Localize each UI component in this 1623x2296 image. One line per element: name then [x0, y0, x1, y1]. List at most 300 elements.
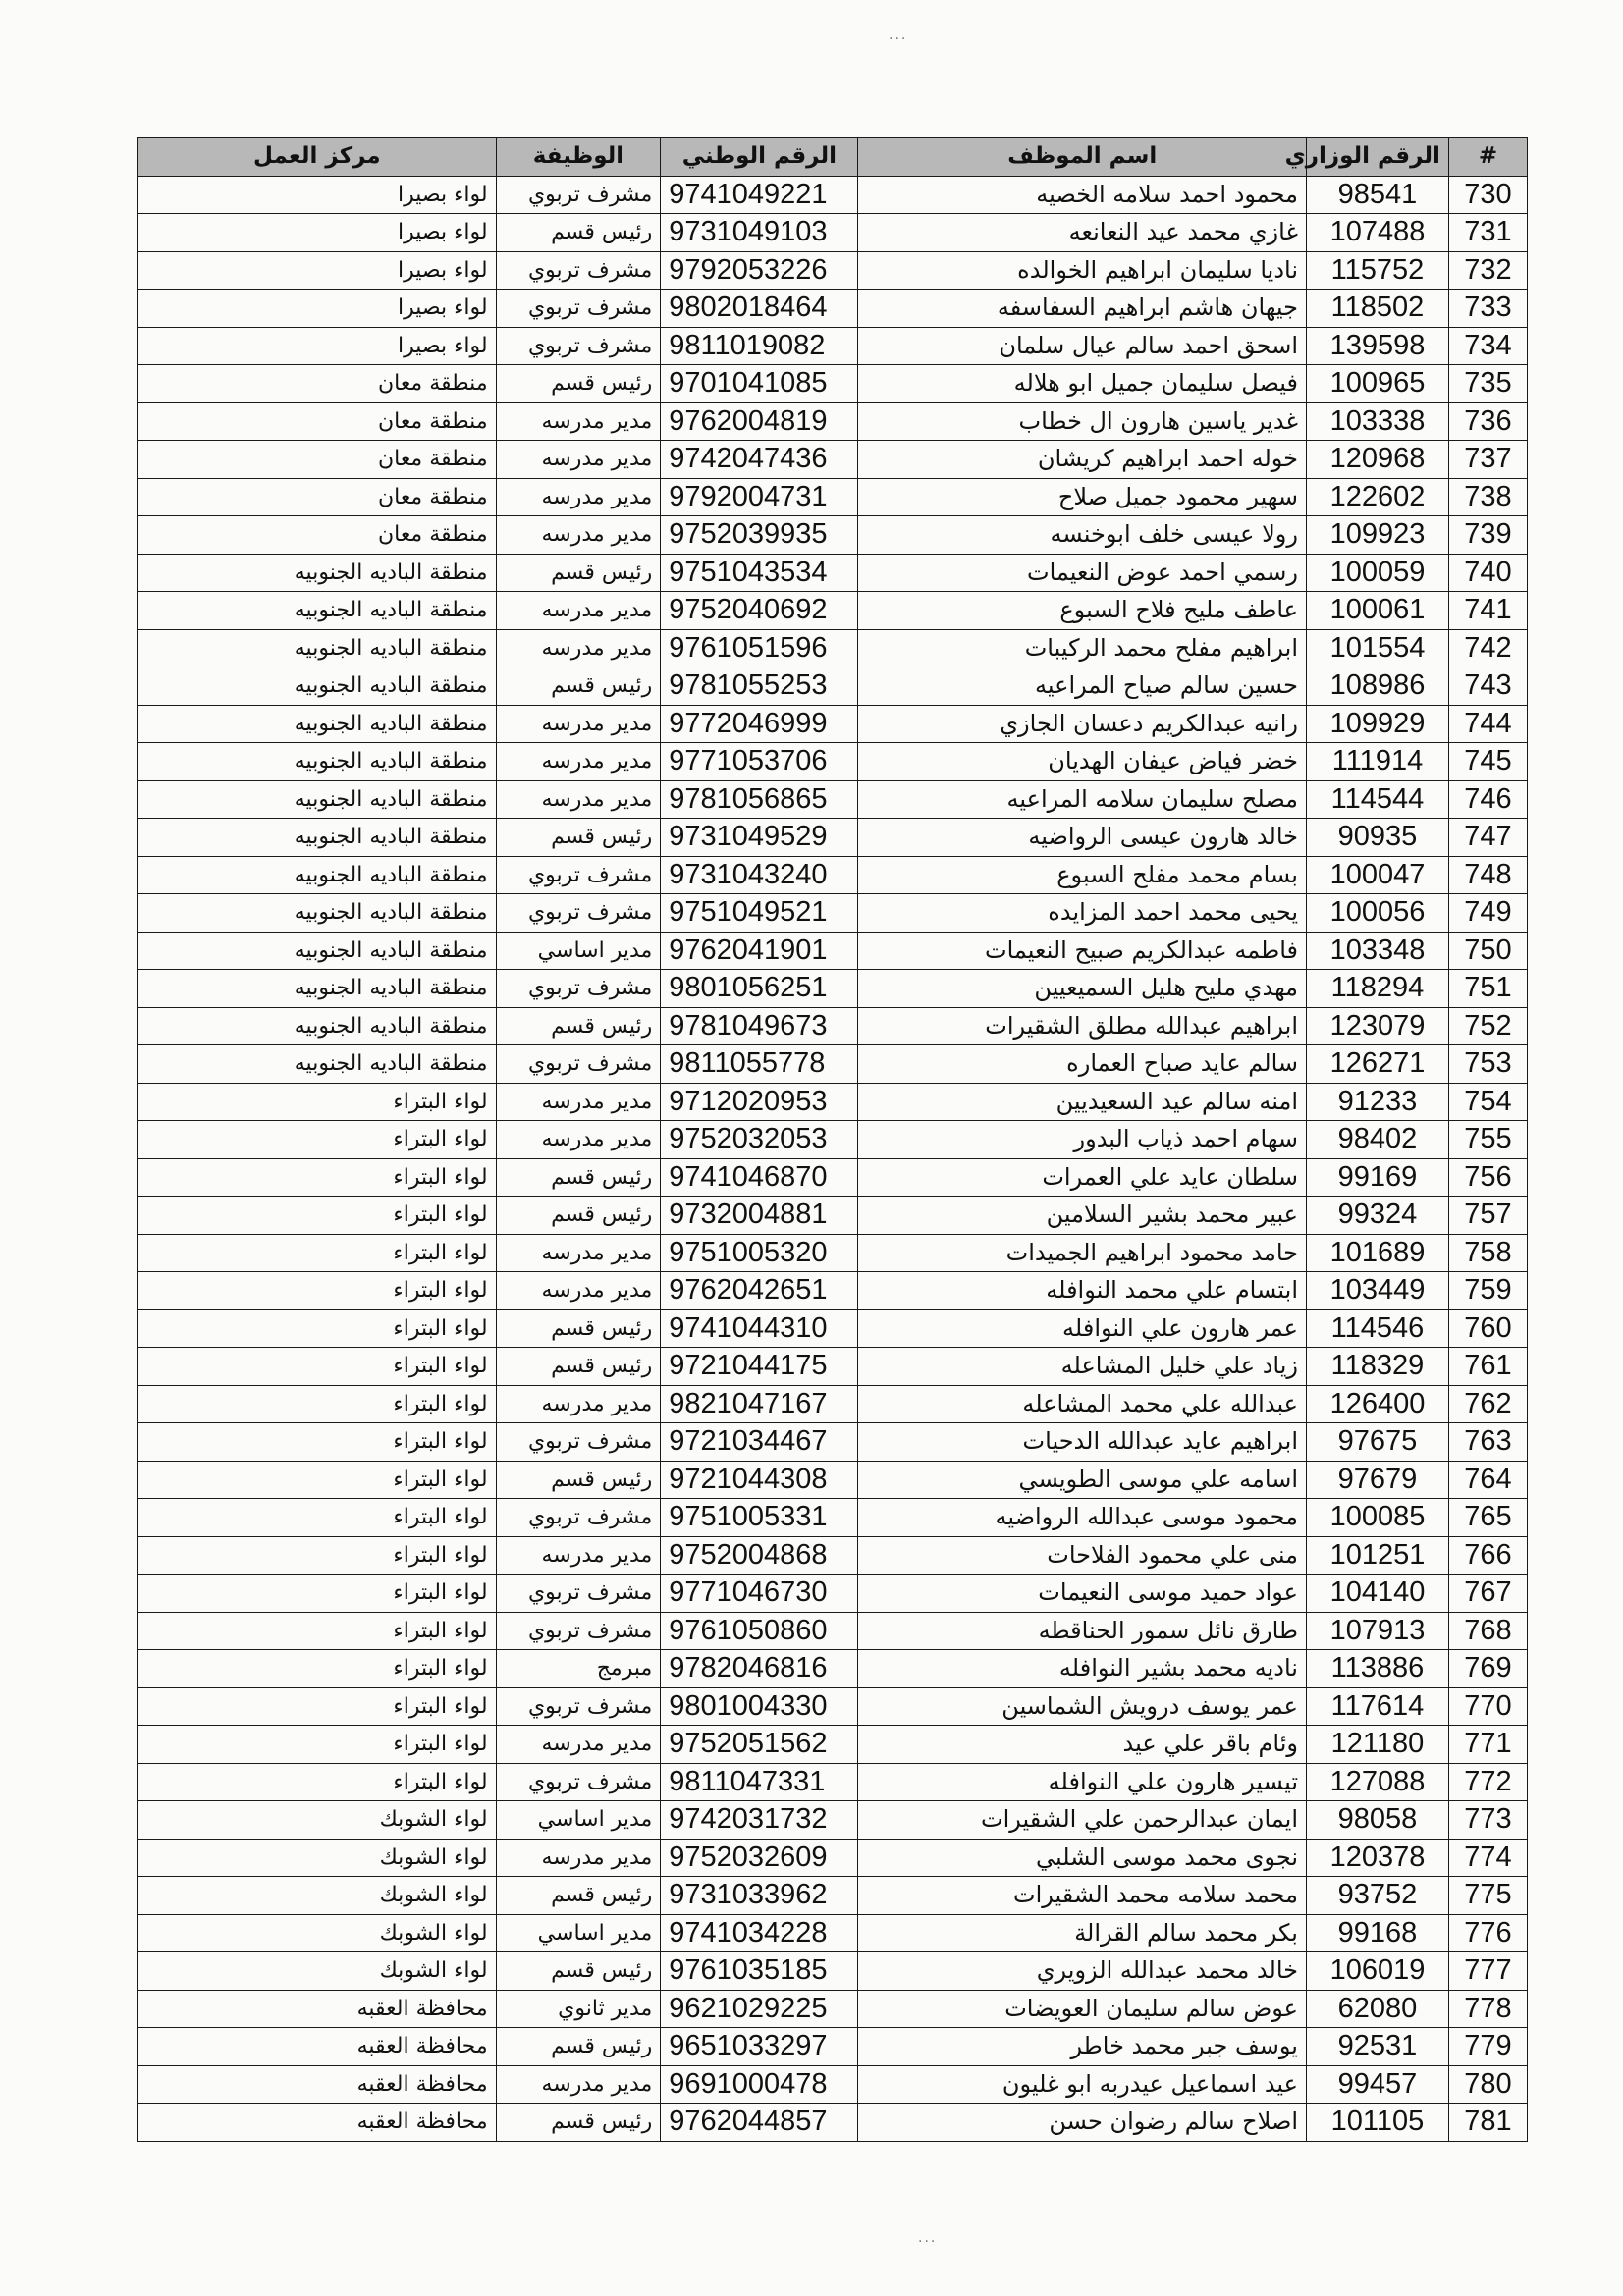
cell-employee-name: ابتسام علي محمد النوافله	[858, 1272, 1307, 1310]
cell-work-center: محافظة العقبه	[138, 1990, 497, 2028]
table-row	[138, 1650, 1528, 1688]
cell-national-number: 9732004881	[661, 1197, 858, 1235]
table-row	[138, 1687, 1528, 1726]
cell-work-center: لواء البتراء	[138, 1423, 497, 1462]
cell-ministry-number: 104140	[1307, 1575, 1449, 1613]
table-row	[138, 819, 1528, 857]
cell-employee-name: ايمان عبدالرحمن علي الشقيرات	[858, 1801, 1307, 1840]
cell-work-center: لواء البتراء	[138, 1385, 497, 1423]
cell-ministry-number: 92531	[1307, 2028, 1449, 2066]
cell-job-title: مشرف تربوي	[496, 1763, 661, 1801]
table-row	[138, 1801, 1528, 1840]
cell-national-number: 9731043240	[661, 856, 858, 894]
cell-job-title: مشرف تربوي	[496, 1423, 661, 1462]
cell-job-title: مدير اساسي	[496, 932, 661, 970]
employee-table	[137, 137, 1528, 2142]
cell-row-index: 740	[1448, 554, 1527, 592]
cell-employee-name: اسامه علي موسى الطويسي	[858, 1461, 1307, 1499]
cell-job-title: مدير مدرسه	[496, 402, 661, 441]
cell-row-index: 746	[1448, 780, 1527, 819]
cell-job-title: رئيس قسم	[496, 1309, 661, 1348]
cell-ministry-number: 97675	[1307, 1423, 1449, 1462]
cell-national-number: 9802018464	[661, 290, 858, 328]
cell-job-title: مشرف تربوي	[496, 1499, 661, 1537]
cell-row-index: 732	[1448, 251, 1527, 290]
cell-employee-name: خوله احمد ابراهيم كريشان	[858, 441, 1307, 479]
cell-employee-name: محمود موسى عبدالله الرواضيه	[858, 1499, 1307, 1537]
cell-row-index: 769	[1448, 1650, 1527, 1688]
table-row	[138, 1914, 1528, 1952]
cell-national-number: 9752032609	[661, 1839, 858, 1877]
cell-national-number: 9741044310	[661, 1309, 858, 1348]
table-row	[138, 1348, 1528, 1386]
cell-ministry-number: 127088	[1307, 1763, 1449, 1801]
cell-row-index: 750	[1448, 932, 1527, 970]
cell-national-number: 9782046816	[661, 1650, 858, 1688]
cell-job-title: مدير مدرسه	[496, 1726, 661, 1764]
cell-ministry-number: 117614	[1307, 1687, 1449, 1726]
cell-ministry-number: 121180	[1307, 1726, 1449, 1764]
cell-row-index: 743	[1448, 667, 1527, 706]
cell-row-index: 773	[1448, 1801, 1527, 1840]
cell-row-index: 738	[1448, 478, 1527, 516]
table-row	[138, 743, 1528, 781]
cell-job-title: رئيس قسم	[496, 1877, 661, 1915]
cell-ministry-number: 98402	[1307, 1121, 1449, 1159]
table-row	[138, 1083, 1528, 1121]
table-row	[138, 1461, 1528, 1499]
cell-employee-name: عبدالله علي محمد المشاعله	[858, 1385, 1307, 1423]
cell-job-title: مشرف تربوي	[496, 251, 661, 290]
table-row	[138, 1990, 1528, 2028]
cell-employee-name: سلطان عايد علي العمرات	[858, 1158, 1307, 1197]
table-row	[138, 1952, 1528, 1991]
cell-employee-name: ابراهيم مفلح محمد الركيبات	[858, 629, 1307, 667]
cell-national-number: 9762042651	[661, 1272, 858, 1310]
cell-employee-name: يحيى محمد احمد المزايده	[858, 894, 1307, 933]
header-job-title: الوظيفة	[496, 138, 661, 177]
cell-job-title: رئيس قسم	[496, 1007, 661, 1045]
cell-job-title: مبرمج	[496, 1650, 661, 1688]
cell-row-index: 735	[1448, 365, 1527, 403]
cell-national-number: 9761035185	[661, 1952, 858, 1991]
table-row	[138, 478, 1528, 516]
cell-national-number: 9731033962	[661, 1877, 858, 1915]
cell-employee-name: عواد حميد موسى النعيمات	[858, 1575, 1307, 1613]
cell-work-center: لواء البتراء	[138, 1575, 497, 1613]
cell-ministry-number: 101689	[1307, 1234, 1449, 1272]
cell-national-number: 9751005331	[661, 1499, 858, 1537]
cell-national-number: 9772046999	[661, 705, 858, 743]
cell-ministry-number: 109923	[1307, 516, 1449, 555]
cell-job-title: رئيس قسم	[496, 554, 661, 592]
cell-national-number: 9721034467	[661, 1423, 858, 1462]
cell-employee-name: محمود احمد سلامه الخصيه	[858, 176, 1307, 214]
header-national-number: الرقم الوطني	[661, 138, 858, 177]
cell-job-title: مدير مدرسه	[496, 2065, 661, 2104]
cell-ministry-number: 101105	[1307, 2104, 1449, 2142]
cell-job-title: مشرف تربوي	[496, 1575, 661, 1613]
cell-ministry-number: 93752	[1307, 1877, 1449, 1915]
cell-national-number: 9771053706	[661, 743, 858, 781]
cell-ministry-number: 113886	[1307, 1650, 1449, 1688]
cell-work-center: منطقة معان	[138, 441, 497, 479]
cell-work-center: لواء البتراء	[138, 1234, 497, 1272]
cell-row-index: 779	[1448, 2028, 1527, 2066]
table-row	[138, 1612, 1528, 1650]
cell-employee-name: خضر فياض عيفان الهديان	[858, 743, 1307, 781]
cell-national-number: 9741049221	[661, 176, 858, 214]
cell-national-number: 9762041901	[661, 932, 858, 970]
cell-national-number: 9811055778	[661, 1045, 858, 1084]
cell-row-index: 761	[1448, 1348, 1527, 1386]
table-row	[138, 554, 1528, 592]
cell-job-title: مشرف تربوي	[496, 176, 661, 214]
cell-ministry-number: 103449	[1307, 1272, 1449, 1310]
cell-job-title: مدير مدرسه	[496, 441, 661, 479]
cell-job-title: مشرف تربوي	[496, 290, 661, 328]
table-row	[138, 1158, 1528, 1197]
cell-job-title: مشرف تربوي	[496, 970, 661, 1008]
cell-employee-name: رانيه عبدالكريم دعسان الجازي	[858, 705, 1307, 743]
cell-work-center: منطقة الباديه الجنوبيه	[138, 819, 497, 857]
cell-national-number: 9752004868	[661, 1536, 858, 1575]
cell-national-number: 9721044175	[661, 1348, 858, 1386]
cell-employee-name: جيهان هاشم ابراهيم السفاسفه	[858, 290, 1307, 328]
cell-ministry-number: 123079	[1307, 1007, 1449, 1045]
cell-national-number: 9742047436	[661, 441, 858, 479]
cell-work-center: محافظة العقبه	[138, 2104, 497, 2142]
cell-employee-name: تيسير هارون علي النوافله	[858, 1763, 1307, 1801]
table-row	[138, 1309, 1528, 1348]
table-row	[138, 176, 1528, 214]
cell-job-title: مشرف تربوي	[496, 1612, 661, 1650]
cell-row-index: 766	[1448, 1536, 1527, 1575]
cell-ministry-number: 100965	[1307, 365, 1449, 403]
cell-row-index: 767	[1448, 1575, 1527, 1613]
page-mark-top: ...	[889, 27, 908, 43]
cell-row-index: 760	[1448, 1309, 1527, 1348]
cell-work-center: لواء الشوبك	[138, 1952, 497, 1991]
cell-work-center: لواء البتراء	[138, 1121, 497, 1159]
cell-national-number: 9651033297	[661, 2028, 858, 2066]
cell-row-index: 742	[1448, 629, 1527, 667]
cell-employee-name: امنه سالم عيد السعيديين	[858, 1083, 1307, 1121]
cell-work-center: لواء بصيرا	[138, 176, 497, 214]
cell-ministry-number: 100059	[1307, 554, 1449, 592]
cell-job-title: مدير مدرسه	[496, 705, 661, 743]
table-row	[138, 1726, 1528, 1764]
cell-work-center: لواء بصيرا	[138, 251, 497, 290]
table-row	[138, 780, 1528, 819]
cell-job-title: رئيس قسم	[496, 1158, 661, 1197]
cell-row-index: 776	[1448, 1914, 1527, 1952]
header-index: #	[1448, 138, 1527, 177]
table-row	[138, 2065, 1528, 2104]
cell-work-center: منطقة الباديه الجنوبيه	[138, 894, 497, 933]
cell-national-number: 9781049673	[661, 1007, 858, 1045]
cell-national-number: 9801056251	[661, 970, 858, 1008]
cell-job-title: مدير ثانوي	[496, 1990, 661, 2028]
cell-work-center: منطقة معان	[138, 402, 497, 441]
cell-employee-name: مصلح سليمان سلامه المراعيه	[858, 780, 1307, 819]
cell-job-title: مدير مدرسه	[496, 1839, 661, 1877]
page-mark-bottom: ...	[918, 2230, 938, 2246]
cell-job-title: مدير مدرسه	[496, 478, 661, 516]
cell-employee-name: وئام باقر علي عيد	[858, 1726, 1307, 1764]
table-row	[138, 1007, 1528, 1045]
table-row	[138, 856, 1528, 894]
cell-work-center: لواء البتراء	[138, 1536, 497, 1575]
cell-work-center: لواء البتراء	[138, 1687, 497, 1726]
cell-national-number: 9752051562	[661, 1726, 858, 1764]
cell-national-number: 9752040692	[661, 592, 858, 630]
cell-row-index: 772	[1448, 1763, 1527, 1801]
cell-ministry-number: 118502	[1307, 290, 1449, 328]
cell-row-index: 755	[1448, 1121, 1527, 1159]
cell-ministry-number: 118329	[1307, 1348, 1449, 1386]
cell-work-center: لواء البتراء	[138, 1726, 497, 1764]
cell-employee-name: اصلاح سالم رضوان حسن	[858, 2104, 1307, 2142]
cell-ministry-number: 120968	[1307, 441, 1449, 479]
cell-national-number: 9811019082	[661, 327, 858, 365]
cell-row-index: 756	[1448, 1158, 1527, 1197]
cell-job-title: مدير مدرسه	[496, 780, 661, 819]
table-row	[138, 1197, 1528, 1235]
cell-national-number: 9751043534	[661, 554, 858, 592]
cell-national-number: 9792004731	[661, 478, 858, 516]
cell-job-title: مدير مدرسه	[496, 1234, 661, 1272]
table-row	[138, 1839, 1528, 1877]
cell-work-center: لواء البتراء	[138, 1650, 497, 1688]
cell-work-center: منطقة الباديه الجنوبيه	[138, 970, 497, 1008]
cell-work-center: منطقة الباديه الجنوبيه	[138, 592, 497, 630]
cell-ministry-number: 106019	[1307, 1952, 1449, 1991]
cell-work-center: منطقة الباديه الجنوبيه	[138, 1045, 497, 1084]
cell-job-title: مدير مدرسه	[496, 1536, 661, 1575]
table-row	[138, 327, 1528, 365]
cell-ministry-number: 91233	[1307, 1083, 1449, 1121]
cell-ministry-number: 100061	[1307, 592, 1449, 630]
cell-employee-name: فيصل سليمان جميل ابو هلاله	[858, 365, 1307, 403]
cell-ministry-number: 126271	[1307, 1045, 1449, 1084]
cell-row-index: 736	[1448, 402, 1527, 441]
cell-job-title: مدير مدرسه	[496, 1083, 661, 1121]
cell-employee-name: ناديا سليمان ابراهيم الخوالده	[858, 251, 1307, 290]
cell-employee-name: رولا عيسى خلف ابوخنسه	[858, 516, 1307, 555]
cell-job-title: رئيس قسم	[496, 819, 661, 857]
cell-job-title: رئيس قسم	[496, 365, 661, 403]
cell-job-title: رئيس قسم	[496, 1461, 661, 1499]
table-row	[138, 667, 1528, 706]
table-row	[138, 441, 1528, 479]
cell-work-center: لواء الشوبك	[138, 1877, 497, 1915]
cell-ministry-number: 107488	[1307, 214, 1449, 252]
cell-ministry-number: 90935	[1307, 819, 1449, 857]
cell-work-center: منطقة الباديه الجنوبيه	[138, 1007, 497, 1045]
cell-employee-name: نجوى محمد موسى الشلبي	[858, 1839, 1307, 1877]
cell-row-index: 759	[1448, 1272, 1527, 1310]
cell-ministry-number: 97679	[1307, 1461, 1449, 1499]
cell-ministry-number: 98058	[1307, 1801, 1449, 1840]
cell-employee-name: طارق نائل سمور الحناقطه	[858, 1612, 1307, 1650]
cell-work-center: لواء الشوبك	[138, 1914, 497, 1952]
cell-employee-name: حامد محمود ابراهيم الجميدات	[858, 1234, 1307, 1272]
cell-work-center: منطقة الباديه الجنوبيه	[138, 629, 497, 667]
cell-national-number: 9751005320	[661, 1234, 858, 1272]
cell-row-index: 774	[1448, 1839, 1527, 1877]
table-row	[138, 365, 1528, 403]
cell-ministry-number: 99324	[1307, 1197, 1449, 1235]
cell-job-title: رئيس قسم	[496, 214, 661, 252]
table-row	[138, 1423, 1528, 1462]
cell-row-index: 781	[1448, 2104, 1527, 2142]
cell-work-center: منطقة معان	[138, 478, 497, 516]
table-row	[138, 1234, 1528, 1272]
table-row	[138, 932, 1528, 970]
cell-work-center: منطقة الباديه الجنوبيه	[138, 856, 497, 894]
cell-ministry-number: 103348	[1307, 932, 1449, 970]
cell-ministry-number: 118294	[1307, 970, 1449, 1008]
cell-employee-name: بسام محمد مفلح السبوع	[858, 856, 1307, 894]
cell-row-index: 754	[1448, 1083, 1527, 1121]
cell-row-index: 771	[1448, 1726, 1527, 1764]
cell-row-index: 741	[1448, 592, 1527, 630]
cell-row-index: 733	[1448, 290, 1527, 328]
header-work-center: مركز العمل	[138, 138, 497, 177]
cell-work-center: لواء الشوبك	[138, 1801, 497, 1840]
cell-national-number: 9811047331	[661, 1763, 858, 1801]
header-employee-name: اسم الموظف	[858, 138, 1307, 177]
cell-national-number: 9691000478	[661, 2065, 858, 2104]
table-row	[138, 2028, 1528, 2066]
cell-work-center: منطقة الباديه الجنوبيه	[138, 667, 497, 706]
table-row	[138, 1536, 1528, 1575]
cell-employee-name: عبير محمد بشير السلامين	[858, 1197, 1307, 1235]
cell-national-number: 9712020953	[661, 1083, 858, 1121]
cell-row-index: 748	[1448, 856, 1527, 894]
cell-row-index: 744	[1448, 705, 1527, 743]
cell-ministry-number: 120378	[1307, 1839, 1449, 1877]
cell-employee-name: حسين سالم صياح المراعيه	[858, 667, 1307, 706]
cell-employee-name: عمر يوسف درويش الشماسين	[858, 1687, 1307, 1726]
table-row	[138, 705, 1528, 743]
cell-employee-name: عمر هارون علي النوافله	[858, 1309, 1307, 1348]
cell-row-index: 764	[1448, 1461, 1527, 1499]
cell-row-index: 768	[1448, 1612, 1527, 1650]
table-row	[138, 1763, 1528, 1801]
employee-table-sheet	[137, 137, 1528, 2142]
cell-national-number: 9741046870	[661, 1158, 858, 1197]
cell-job-title: رئيس قسم	[496, 2028, 661, 2066]
cell-job-title: مدير مدرسه	[496, 592, 661, 630]
cell-ministry-number: 99457	[1307, 2065, 1449, 2104]
cell-work-center: لواء البتراء	[138, 1158, 497, 1197]
table-row	[138, 1121, 1528, 1159]
cell-work-center: محافظة العقبه	[138, 2065, 497, 2104]
cell-work-center: لواء البتراء	[138, 1461, 497, 1499]
cell-employee-name: بكر محمد سالم القرالة	[858, 1914, 1307, 1952]
cell-ministry-number: 100047	[1307, 856, 1449, 894]
table-row	[138, 629, 1528, 667]
table-row	[138, 1272, 1528, 1310]
cell-ministry-number: 115752	[1307, 251, 1449, 290]
cell-employee-name: محمد سلامه محمد الشقيرات	[858, 1877, 1307, 1915]
cell-ministry-number: 109929	[1307, 705, 1449, 743]
cell-job-title: مدير مدرسه	[496, 743, 661, 781]
cell-row-index: 753	[1448, 1045, 1527, 1084]
cell-employee-name: سالم عايد صباح العماره	[858, 1045, 1307, 1084]
cell-work-center: لواء البتراء	[138, 1197, 497, 1235]
cell-job-title: مدير مدرسه	[496, 1272, 661, 1310]
cell-work-center: لواء البتراء	[138, 1612, 497, 1650]
cell-national-number: 9761050860	[661, 1612, 858, 1650]
cell-work-center: لواء البتراء	[138, 1309, 497, 1348]
cell-employee-name: غازي محمد عيد النعانعه	[858, 214, 1307, 252]
cell-ministry-number: 103338	[1307, 402, 1449, 441]
cell-job-title: رئيس قسم	[496, 2104, 661, 2142]
cell-national-number: 9731049103	[661, 214, 858, 252]
cell-work-center: منطقة معان	[138, 365, 497, 403]
cell-employee-name: سهام احمد ذياب البدور	[858, 1121, 1307, 1159]
table-row	[138, 1499, 1528, 1537]
cell-employee-name: مهدي مليح هليل السميعيين	[858, 970, 1307, 1008]
cell-national-number: 9731049529	[661, 819, 858, 857]
cell-work-center: لواء البتراء	[138, 1083, 497, 1121]
cell-national-number: 9621029225	[661, 1990, 858, 2028]
cell-work-center: محافظة العقبه	[138, 2028, 497, 2066]
cell-employee-name: ابراهيم عبدالله مطلق الشقيرات	[858, 1007, 1307, 1045]
cell-employee-name: خالد هارون عيسى الرواضيه	[858, 819, 1307, 857]
cell-row-index: 749	[1448, 894, 1527, 933]
cell-work-center: منطقة الباديه الجنوبيه	[138, 780, 497, 819]
cell-work-center: منطقة الباديه الجنوبيه	[138, 554, 497, 592]
cell-row-index: 758	[1448, 1234, 1527, 1272]
cell-employee-name: خالد محمد عبدالله الزويري	[858, 1952, 1307, 1991]
cell-row-index: 730	[1448, 176, 1527, 214]
cell-national-number: 9792053226	[661, 251, 858, 290]
cell-job-title: مدير مدرسه	[496, 1121, 661, 1159]
cell-ministry-number: 101554	[1307, 629, 1449, 667]
table-row	[138, 402, 1528, 441]
cell-national-number: 9761051596	[661, 629, 858, 667]
cell-ministry-number: 126400	[1307, 1385, 1449, 1423]
cell-ministry-number: 114546	[1307, 1309, 1449, 1348]
cell-work-center: منطقة الباديه الجنوبيه	[138, 705, 497, 743]
table-header-row	[138, 138, 1528, 177]
cell-ministry-number: 139598	[1307, 327, 1449, 365]
cell-work-center: لواء البتراء	[138, 1499, 497, 1537]
cell-work-center: لواء البتراء	[138, 1348, 497, 1386]
cell-employee-name: عاطف مليح فلاح السبوع	[858, 592, 1307, 630]
cell-ministry-number: 114544	[1307, 780, 1449, 819]
cell-job-title: مشرف تربوي	[496, 1045, 661, 1084]
cell-row-index: 775	[1448, 1877, 1527, 1915]
cell-row-index: 777	[1448, 1952, 1527, 1991]
cell-national-number: 9762004819	[661, 402, 858, 441]
cell-ministry-number: 99169	[1307, 1158, 1449, 1197]
table-row	[138, 894, 1528, 933]
table-row	[138, 516, 1528, 555]
cell-row-index: 734	[1448, 327, 1527, 365]
table-row	[138, 592, 1528, 630]
cell-row-index: 765	[1448, 1499, 1527, 1537]
cell-job-title: مدير مدرسه	[496, 516, 661, 555]
cell-ministry-number: 62080	[1307, 1990, 1449, 2028]
cell-employee-name: منى علي محمود الفلاحات	[858, 1536, 1307, 1575]
cell-work-center: لواء بصيرا	[138, 214, 497, 252]
cell-work-center: لواء بصيرا	[138, 290, 497, 328]
